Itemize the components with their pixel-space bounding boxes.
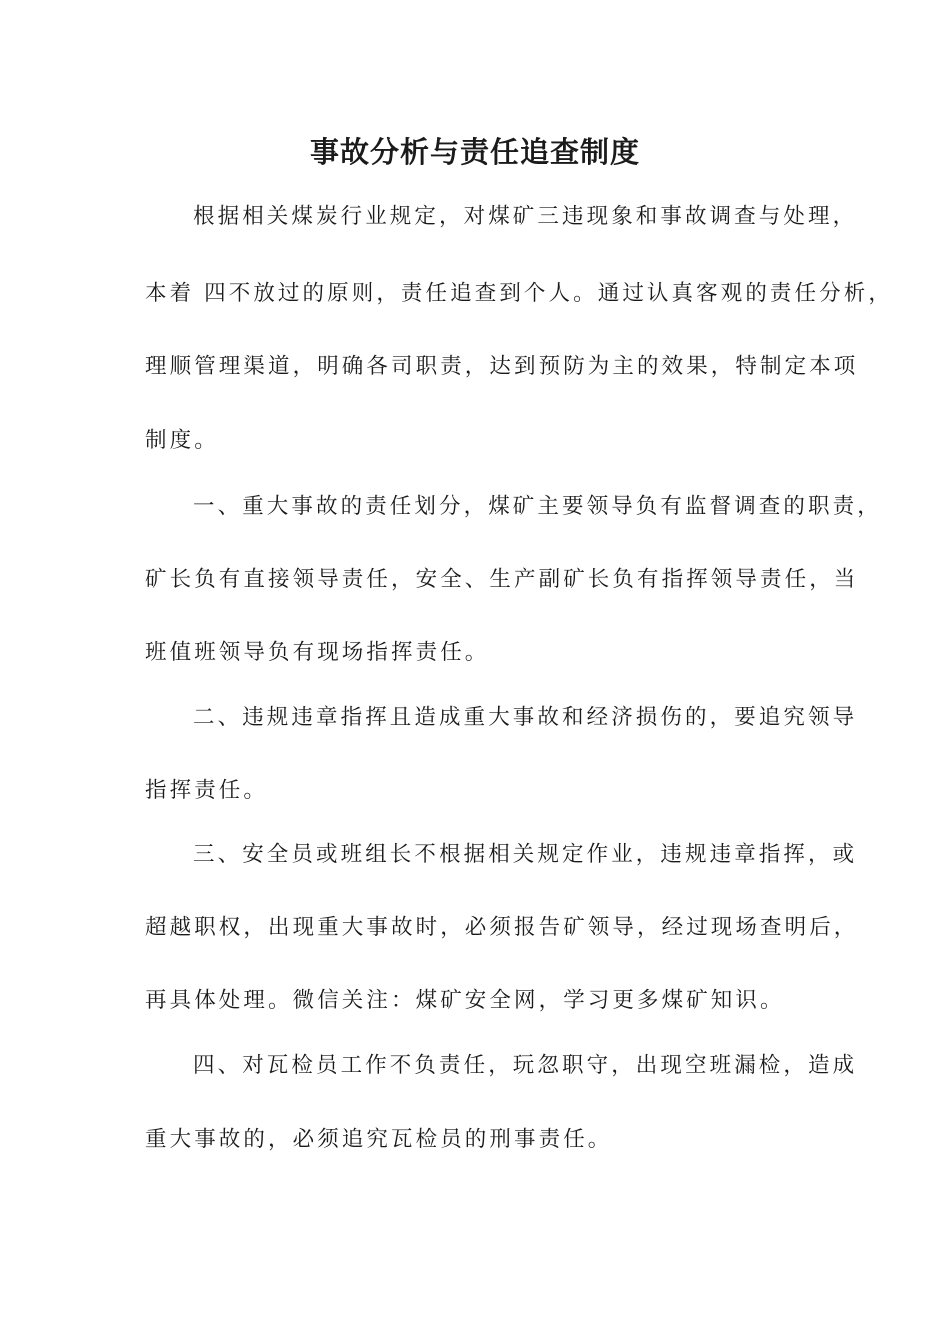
paragraph-line: 指挥责任。	[145, 778, 269, 803]
paragraph-line: 四、对瓦检员工作不负责任，玩忽职守，出现空班漏检，造成	[193, 1053, 858, 1078]
paragraph-line: 本着 四不放过的原则，责任追查到个人。通过认真客观的责任分析，	[145, 281, 893, 306]
paragraph-line: 二、违规违章指挥且造成重大事故和经济损伤的，要追究领导	[193, 705, 858, 730]
paragraph-line: 三、安全员或班组长不根据相关规定作业，违规违章指挥，或	[193, 842, 858, 867]
paragraph-line: 班值班领导负有现场指挥责任。	[145, 640, 490, 665]
paragraph-line: 再具体处理。微信关注：煤矿安全网，学习更多煤矿知识。	[145, 988, 785, 1013]
paragraph-line: 重大事故的，必须追究瓦检员的刑事责任。	[145, 1127, 613, 1152]
paragraph-line: 超越职权，出现重大事故时，必须报告矿领导，经过现场查明后，	[145, 915, 859, 940]
paragraph-line: 矿长负有直接领导责任，安全、生产副矿长负有指挥领导责任，当	[145, 567, 859, 592]
paragraph-line: 制度。	[145, 428, 219, 453]
paragraph-line: 根据相关煤炭行业规定，对煤矿三违现象和事故调查与处理，	[193, 204, 858, 229]
paragraph-line: 一、重大事故的责任划分，煤矿主要领导负有监督调查的职责，	[193, 494, 882, 519]
document-title: 事故分析与责任追查制度	[309, 135, 640, 169]
paragraph-line: 理顺管理渠道，明确各司职责，达到预防为主的效果，特制定本项	[145, 354, 859, 379]
